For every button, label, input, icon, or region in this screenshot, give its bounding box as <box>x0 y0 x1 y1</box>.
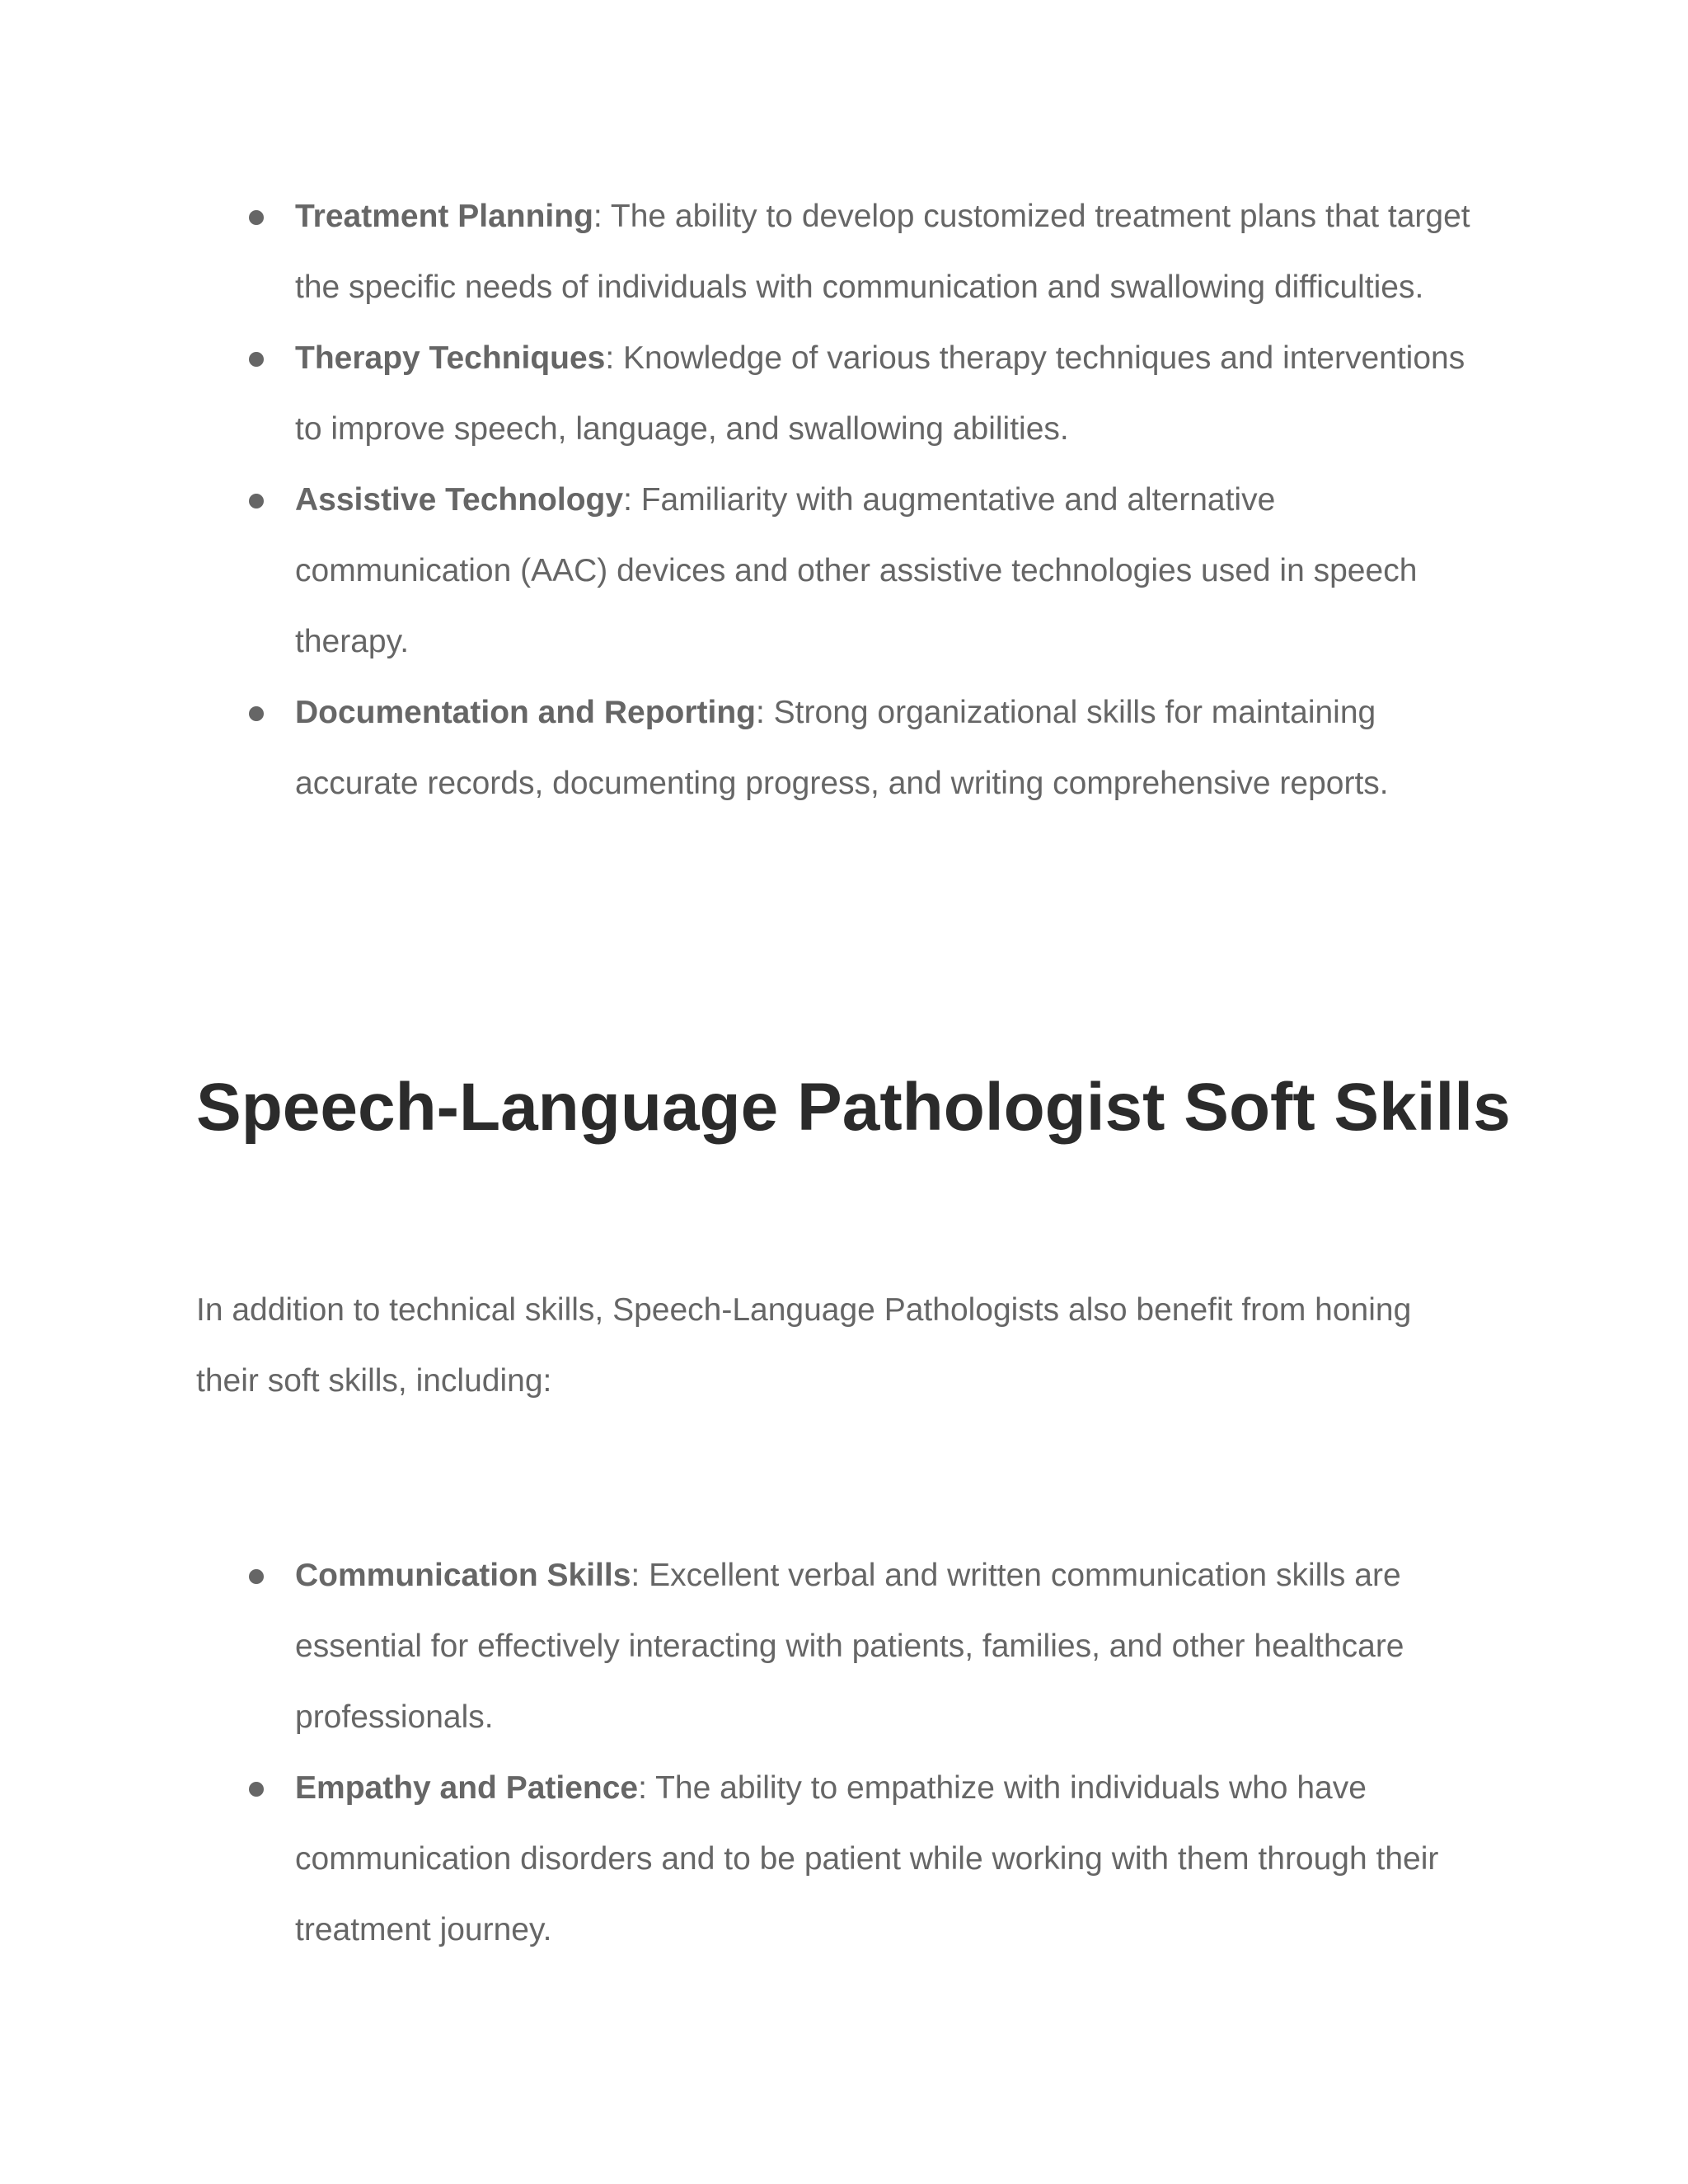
soft-skills-list <box>196 1540 1482 1966</box>
skill-term: Documentation and Reporting <box>295 695 756 730</box>
list-item <box>196 1540 1482 1753</box>
list-item <box>196 1753 1482 1966</box>
skill-term: Therapy Techniques <box>295 340 606 376</box>
skill-term: Empathy and Patience <box>295 1770 639 1806</box>
list-item <box>196 677 1482 819</box>
list-item <box>196 323 1482 465</box>
bullet-icon <box>249 706 264 721</box>
list-item <box>196 465 1482 677</box>
skill-description: : Strong organizational skills for maintaining accurate records, documenting progress, and writing comprehensive reports. <box>295 695 1389 801</box>
bullet-icon <box>249 352 264 367</box>
bullet-icon <box>249 1782 264 1797</box>
skill-term: Communication Skills <box>295 1558 631 1593</box>
list-item <box>196 181 1482 323</box>
skill-term: Treatment Planning <box>295 199 593 234</box>
skill-description: : The ability to develop customized treatment plans that target the specific needs of individuals with communication and swallowing difficulties. <box>295 199 1470 305</box>
skill-description: : Familiarity with augmentative and alternative communication (AAC) devices and other assistive technologies used in speech therapy. <box>295 482 1418 659</box>
skill-description: : The ability to empathize with individuals who have communication disorders and to be patient while working with them through their treatment journey. <box>295 1770 1439 1947</box>
section-heading: Speech-Language Pathologist Soft Skills <box>196 1070 1511 1145</box>
skill-description: : Knowledge of various therapy techniques and interventions to improve speech, language, and swallowing abilities. <box>295 340 1465 447</box>
intro-paragraph: In addition to technical skills, Speech-Language Pathologists also benefit from honing their soft skills, including: <box>196 1292 1412 1399</box>
bullet-icon <box>249 210 264 225</box>
technical-skills-list <box>196 181 1482 819</box>
bullet-icon <box>249 494 264 509</box>
bullet-icon <box>249 1569 264 1584</box>
skill-term: Assistive Technology <box>295 482 624 518</box>
skill-description: : Excellent verbal and written communication skills are essential for effectively interacting with patients, families, and other healthcare professionals. <box>295 1558 1404 1735</box>
